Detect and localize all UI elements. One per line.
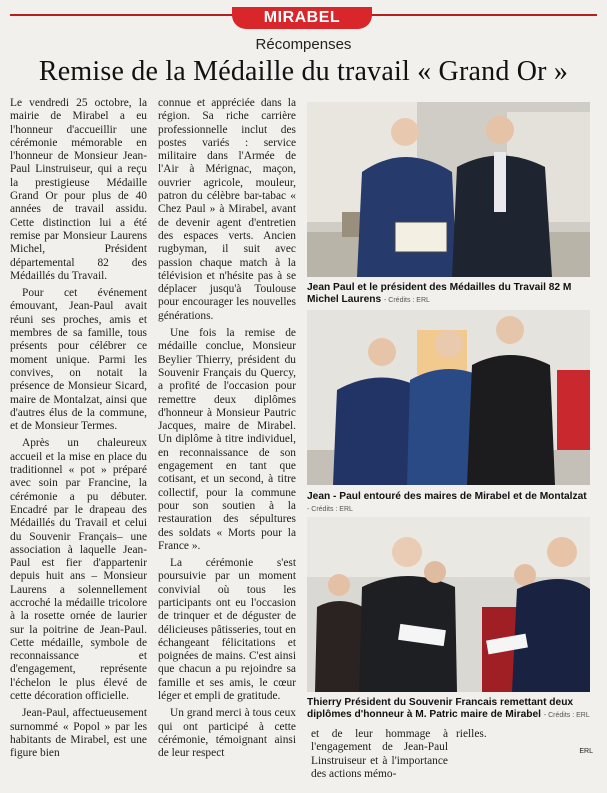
article-column-1: [10, 97, 147, 761]
headline: Remise de la Médaille du travail « Grand Or »: [38, 56, 569, 87]
article-column-3b: [456, 728, 544, 741]
paragraph: Jean-Paul, affectueusement surnommé « Popol » par les habitants de Mirabel, est une figure bien: [10, 707, 147, 760]
paragraph: La cérémonie s'est poursuivie par un moment convivial où tous les participants ont eu l'occasion de trinquer et de déguster de délicieuses pâtisseries, tout en échangeant félicitations et poignées de mains. C'est ainsi que chacun a pu rejoindre sa famille et ses amis, le cœur léger et empli de gratitude.: [158, 557, 296, 703]
paragraph: rielles.: [456, 728, 487, 740]
paragraph: et de leur hommage à l'engagement de Jean-Paul Linstruiseur et à l'importance des actions mémo-: [311, 728, 448, 780]
photo-diploma-presentation: [307, 517, 590, 692]
paragraph: Pour cet événement émouvant, Jean-Paul avait réuni ses proches, amis et membres de sa famille, tous présents pour célébrer ce moment unique. Parmi les convives, on notait la présence de Monsieur Sicard, maire de Montalzat, ainsi que d'autres élus de la commune, et de Monsieur Termes.: [10, 287, 147, 433]
town-banner: MIRABEL: [232, 7, 372, 29]
photo-caption-3: Thierry Président du Souvenir Francais remettant deux diplômes d'honneur à M. Patric maire de Mirabel - Crédits : ERL: [307, 697, 590, 720]
article-column-3: [311, 728, 448, 781]
rubric-label: Récompenses: [255, 36, 352, 53]
photo-caption-1: Jean Paul et le président des Médailles du Travail 82 M Michel Laurens - Crédits : ERL: [307, 282, 572, 305]
paragraph: Un grand merci à tous ceux qui ont participé à cette cérémonie, témoignant ainsi de leur respect: [158, 707, 296, 760]
paragraph: connue et appréciée dans la région. Sa riche carrière professionnelle inclut des postes variés : service militaire dans l'Armée de l'Air à Mérignac, maçon, ouvrier agricole, mouleur, patron du célèbre bar-tabac « Chez Paul » à Mirabel, avant de devenir agent d'entretien des espaces verts. Ancien rugbyman, il suit avec passion chaque match à la télévision et n'hésite pas à se déplacer jusqu'à Toulouse pour encourager les nouvelles générations.: [158, 97, 296, 322]
signature: ERL: [579, 748, 593, 755]
photo-mayors: [307, 310, 590, 485]
photo-medal-presentation: [307, 102, 590, 277]
paragraph: Le vendredi 25 octobre, la mairie de Mirabel a eu l'honneur d'accueillir une cérémonie mémorable en l'honneur de Monsieur Jean-Paul Linstruiseur, qui a reçu la prestigieuse Médaille Grand Or pour plus de 40 années de travail assidu. Cette distinction lui a été remise par Monsieur Laurens Michel, Président départemental 82 des Médaillés du Travail.: [10, 97, 147, 282]
paragraph: Après un chaleureux accueil et la mise en place du traditionnel « pot » préparé avec soin par Francine, la cérémonie a pu débuter. Encadré par le drapeau des Médaillés du Travail et celui du Souvenir Français– une association à laquelle Jean-Paul est fier d'appartenir depuis huit ans – Monsieur Laurens a solennellement accroché la médaille tricolore à la rosette ornée de laurier sur la poitrine de Jean-Paul. Cette médaille, symbole de reconnaissance et d'engagement, représente l'échelon le plus élevé de cette décoration officielle.: [10, 437, 147, 703]
photo-caption-2: Jean - Paul entouré des maires de Mirabel et de Montalzat - Crédits : ERL: [307, 491, 587, 513]
article-column-2: [158, 97, 296, 761]
paragraph: Une fois la remise de médaille conclue, Monsieur Beylier Thierry, président du Souvenir Français du Quercy, a profité de l'occasion pour remettre deux diplômes d'honneur à Monsieur Pautric Jacques, maire de Mirabel. Un diplôme à titre individuel, en reconnaissance de son engagement en tant que cotisant, et un second, à titre collectif, pour la commune pour son soutien à la restauration des sépultures des soldats « Morts pour la France ».: [158, 327, 296, 552]
